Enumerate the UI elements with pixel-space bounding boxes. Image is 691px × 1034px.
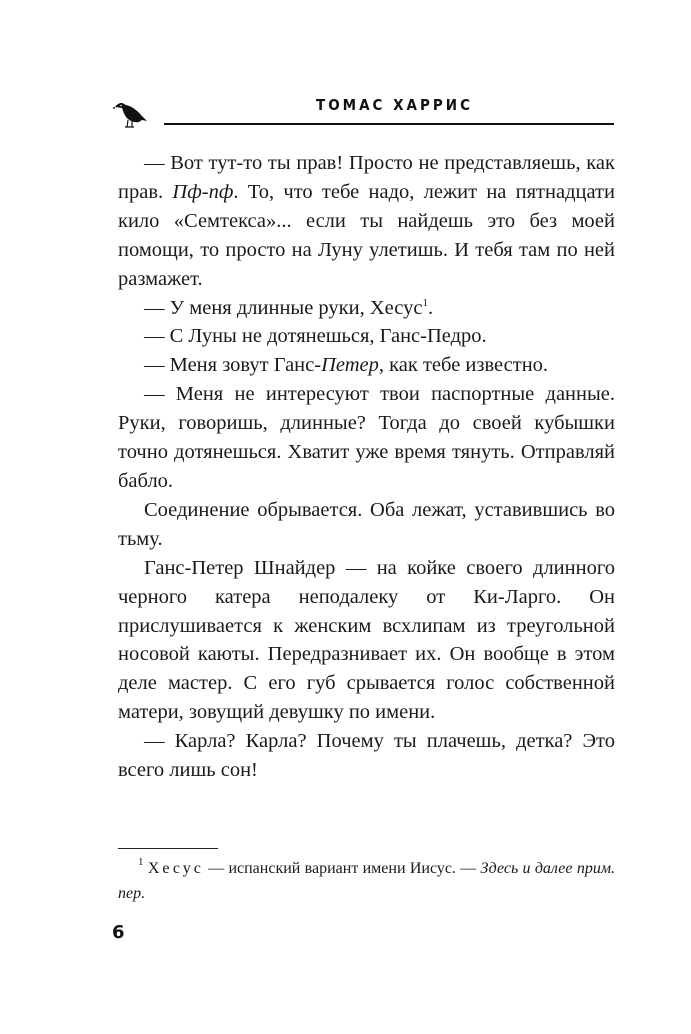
paragraph-3: — С Луны не дотянешься, Ганс-Педро.: [144, 325, 487, 348]
paragraph-8: — Карла? Карла? Почему ты плачешь, детка? Это всего лишь сон!: [118, 730, 615, 782]
page-number: 6: [112, 922, 125, 943]
paragraph-4: — Меня зовут Ганс-Петер, как тебе известно.: [144, 354, 549, 377]
running-title: ТОМАС ХАРРИС: [316, 96, 473, 114]
body-text: [118, 149, 615, 785]
raven-icon: [111, 93, 149, 131]
paragraph-1: — Вот тут-то ты прав! Просто не представляешь, как прав. Пф-пф. То, что тебе надо, лежит на пятнадцати кило «Семтекса»... если ты найдешь это без моей помощи, то просто на Луну улетишь. И тебя там по ней размажет.: [118, 152, 615, 290]
paragraph-6: Соединение обрывается. Оба лежат, уставившись во тьму.: [118, 498, 615, 550]
footnote-rule: [118, 848, 218, 849]
paragraph-2: — У меня длинные руки, Хесус$^1$.: [144, 296, 434, 319]
header-rule: [164, 123, 614, 125]
footnote-ref[interactable]: 1: [422, 296, 428, 309]
paragraph-5: — Меня не интересуют твои паспортные данные. Руки, говоришь, длинные? Тогда до своей кубышки точно дотянешься. Хватит уже время тянуть. Отправляй бабло.: [118, 383, 615, 492]
footnote: $^1$ Хесус — испанский вариант имени Иисус. — Здесь и далее прим. пер.: [118, 856, 616, 902]
paragraph-7: Ганс-Петер Шнайдер — на койке своего длинного черного катера неподалеку от Ки-Ларго. Он прислушивается к женским всхлипам из треугольной носовой каюты. Передразнивает их. Он вообще в этом деле мастер. С его губ срывается голос собственной матери, зовущий девушку по имени.: [118, 556, 615, 724]
